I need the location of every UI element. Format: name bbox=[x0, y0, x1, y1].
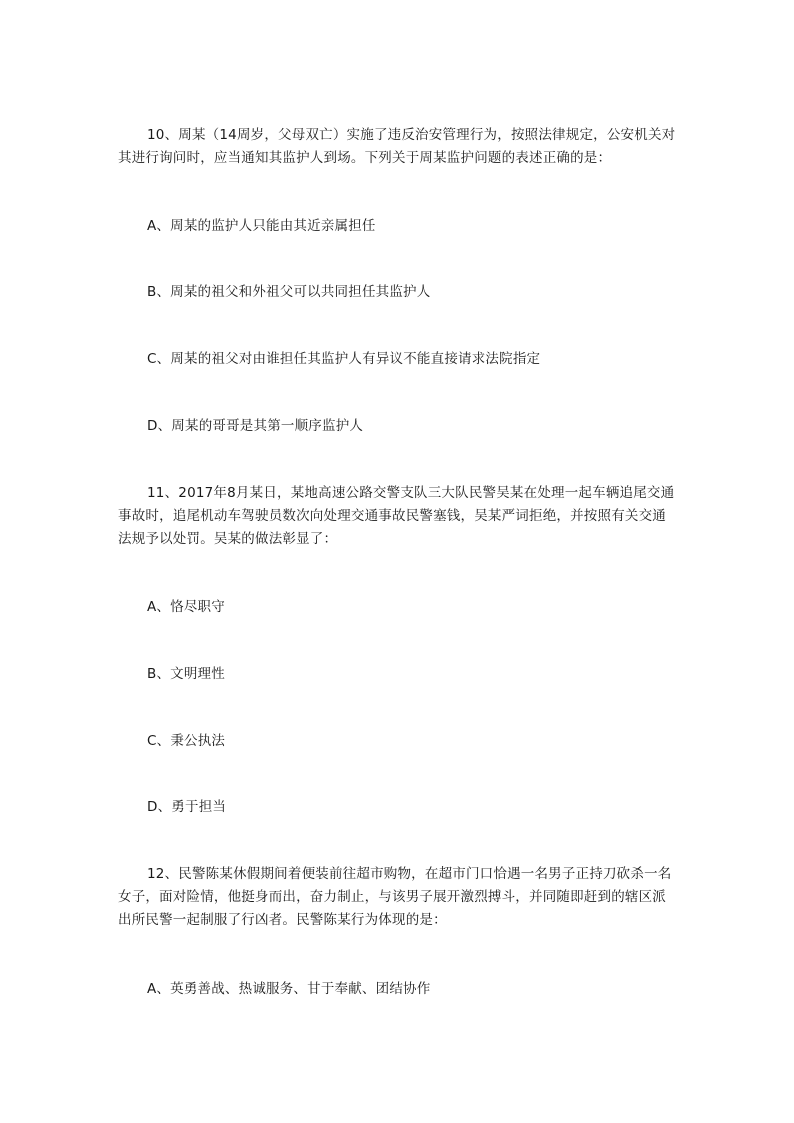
question-12-stem: 12、民警陈某休假期间着便装前往超市购物，在超市门口恰遇一名男子正持刀砍杀一名女子，面对险情，他挺身而出，奋力制止，与该男子展开激烈搏斗，并同随即赶到的辖区派出所民警一起制服了行凶者。民警陈某行为体现的是： bbox=[118, 866, 672, 928]
question-11-option-a: A、恪尽职守 bbox=[147, 599, 225, 615]
question-10-stem: 10、周某（14周岁，父母双亡）实施了违反治安管理行为，按照法律规定，公安机关对其进行询问时，应当通知其监护人到场。下列关于周某监护问题的表述正确的是： bbox=[118, 127, 676, 166]
question-10-option-d: D、周某的哥哥是其第一顺序监护人 bbox=[147, 418, 364, 434]
question-11-stem: 11、2017年8月某日，某地高速公路交警支队三大队民警吴某在处理一起车辆追尾交通事故时，追尾机动车驾驶员数次向处理交通事故民警塞钱，吴某严词拒绝，并按照有关交通法规予以处罚。吴某的做法彰显了： bbox=[118, 485, 675, 547]
question-11-option-b: B、文明理性 bbox=[147, 666, 225, 682]
question-10-option-c: C、周某的祖父对由谁担任其监护人有异议不能直接请求法院指定 bbox=[147, 351, 541, 367]
question-11-option-d: D、勇于担当 bbox=[147, 799, 227, 815]
question-12-option-a: A、英勇善战、热诚服务、甘于奉献、团结协作 bbox=[147, 981, 431, 997]
question-11-option-c: C、秉公执法 bbox=[147, 733, 226, 749]
question-10-option-a: A、周某的监护人只能由其近亲属担任 bbox=[147, 218, 376, 234]
question-10-option-b: B、周某的祖父和外祖父可以共同担任其监护人 bbox=[147, 284, 431, 300]
